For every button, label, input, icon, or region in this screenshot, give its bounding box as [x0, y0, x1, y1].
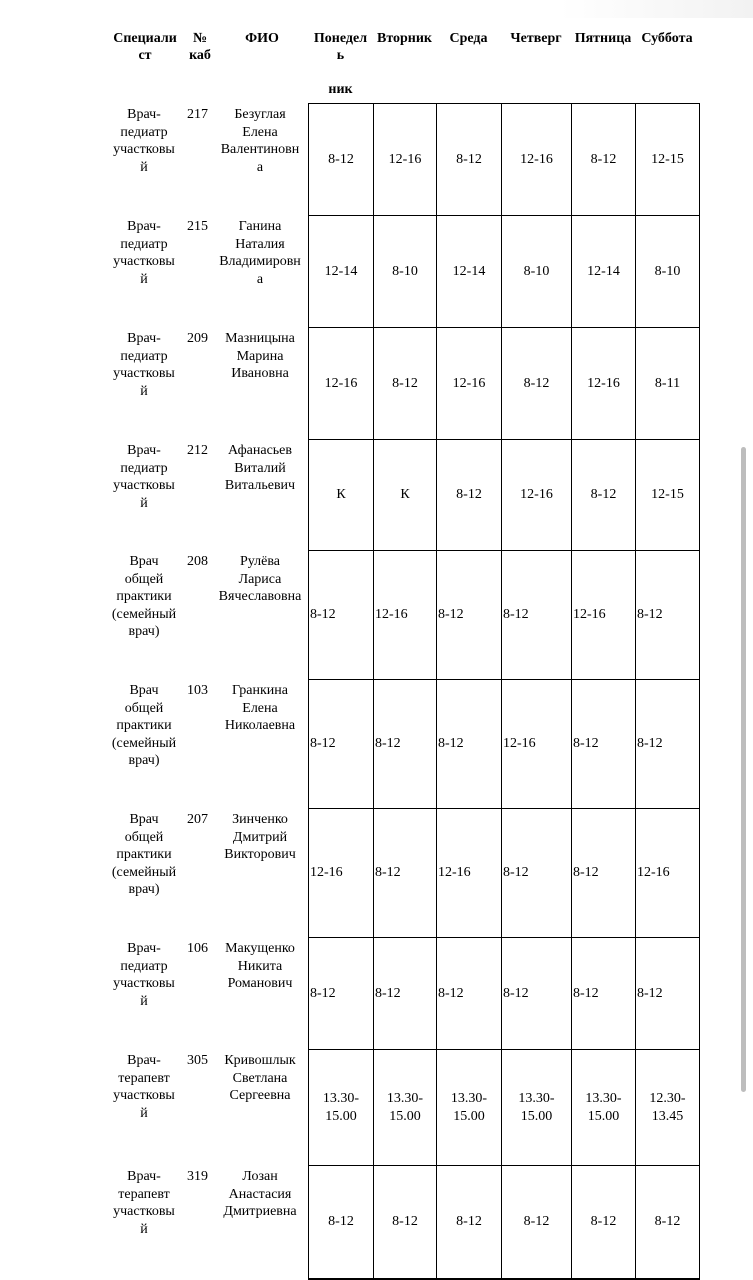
room-cell: 212	[187, 443, 208, 458]
table-row	[309, 1279, 700, 1280]
schedule-cell: 8-12	[636, 680, 700, 809]
specialist-cell: Врач общей практики (семейный врач)	[111, 683, 177, 768]
header-day: Вторник	[376, 31, 432, 46]
schedule-cell: 12-16	[636, 809, 700, 938]
schedule-cell: 8-12	[374, 328, 437, 440]
doctor-name-cell: Зинченко Дмитрий Викторович	[224, 812, 296, 862]
table-row	[309, 551, 700, 680]
schedule-cell: 8-12	[502, 938, 572, 1050]
schedule-cell: 8-12	[309, 551, 374, 680]
schedule-cell: 8-12	[636, 938, 700, 1050]
table-row	[309, 440, 700, 551]
table-row	[309, 1166, 700, 1279]
schedule-cell: 12-14	[572, 216, 636, 328]
schedule-cell: 8-12	[309, 1166, 374, 1279]
table-row	[309, 104, 700, 216]
schedule-cell: 8-12	[437, 551, 502, 680]
schedule-cell	[502, 1279, 572, 1280]
schedule-cell: 8-12	[502, 328, 572, 440]
schedule-cell: 13.30- 15.00	[309, 1050, 374, 1166]
schedule-cell: 13.30- 15.00	[437, 1050, 502, 1166]
room-cell: 208	[187, 554, 208, 569]
schedule-cell: 8-12	[572, 440, 636, 551]
schedule-cell: 8-12	[374, 809, 437, 938]
schedule-cell: 8-10	[636, 216, 700, 328]
schedule-cell: 13.30- 15.00	[374, 1050, 437, 1166]
schedule-cell: К	[309, 440, 374, 551]
doctor-name-cell: Макущенко Никита Романович	[225, 941, 295, 991]
schedule-cell: 8-12	[572, 1166, 636, 1279]
schedule-cell: 8-12	[437, 680, 502, 809]
schedule-cell: 12.30- 13.45	[636, 1050, 700, 1166]
schedule-cell	[572, 1279, 636, 1280]
header-name: ФИО	[245, 31, 279, 46]
schedule-cell: 8-10	[502, 216, 572, 328]
table-row	[309, 680, 700, 809]
schedule-cell: 12-16	[374, 104, 437, 216]
header-day: Четверг	[510, 31, 562, 46]
schedule-cell: 8-12	[502, 809, 572, 938]
schedule-cell: 12-16	[309, 809, 374, 938]
schedule-cell: 12-16	[572, 551, 636, 680]
doctor-name-cell: Безуглая Елена Валентиновн а	[220, 107, 300, 175]
room-cell: 209	[187, 331, 208, 346]
schedule-cell	[636, 1279, 700, 1280]
schedule-cell	[374, 1279, 437, 1280]
schedule-cell: 12-16	[437, 328, 502, 440]
schedule-cell: 12-14	[437, 216, 502, 328]
schedule-cell: 13.30- 15.00	[572, 1050, 636, 1166]
scrollbar[interactable]	[741, 447, 746, 1092]
header-day: Пятница	[574, 31, 632, 46]
schedule-cell: 8-12	[572, 938, 636, 1050]
header-day: Суббота	[641, 31, 693, 46]
schedule-cell: 12-16	[309, 328, 374, 440]
schedule-cell: К	[374, 440, 437, 551]
room-cell: 217	[187, 107, 208, 122]
schedule-cell: 8-12	[374, 1166, 437, 1279]
specialist-cell: Врач общей практики (семейный врач)	[111, 554, 177, 639]
doctor-name-cell: Ганина Наталия Владимировн а	[219, 219, 301, 287]
schedule-cell: 12-16	[572, 328, 636, 440]
schedule-cell: 8-12	[437, 938, 502, 1050]
room-cell: 305	[187, 1053, 208, 1068]
schedule-cell: 8-12	[502, 1166, 572, 1279]
schedule-cell: 12-16	[502, 104, 572, 216]
schedule-cell: 12-16	[502, 680, 572, 809]
table-row	[309, 1050, 700, 1166]
schedule-cell: 8-12	[374, 938, 437, 1050]
specialist-cell: Врач- педиатр участковы й	[113, 107, 175, 175]
schedule-cell: 8-12	[309, 938, 374, 1050]
header-day: Среда	[449, 31, 488, 46]
schedule-cell: 8-11	[636, 328, 700, 440]
schedule-cell: 13.30- 15.00	[502, 1050, 572, 1166]
room-cell: 103	[187, 683, 208, 698]
schedule-cell: 8-12	[309, 104, 374, 216]
specialist-cell: Врач- терапевт участковы й	[113, 1169, 175, 1237]
schedule-cell: 12-14	[309, 216, 374, 328]
schedule-cell: 12-16	[502, 440, 572, 551]
room-cell: 207	[187, 812, 208, 827]
schedule-cell: 12-15	[636, 104, 700, 216]
schedule-cell: 8-12	[636, 1166, 700, 1279]
doctor-name-cell: Рулёва Лариса Вячеславовна	[218, 554, 302, 604]
schedule-cell: 12-15	[636, 440, 700, 551]
schedule-cell: 8-12	[502, 551, 572, 680]
header-day: Понедел ь ник	[313, 31, 368, 97]
schedule-cell: 12-16	[374, 551, 437, 680]
schedule-cell	[309, 1279, 374, 1280]
doctor-name-cell: Афанасьев Виталий Витальевич	[224, 443, 296, 493]
doctor-name-cell: Мазницына Марина Ивановна	[225, 331, 295, 381]
schedule-cell	[437, 1279, 502, 1280]
specialist-cell: Врач общей практики (семейный врач)	[111, 812, 177, 897]
schedule-cell: 8-12	[572, 809, 636, 938]
room-cell: 106	[187, 941, 208, 956]
specialist-cell: Врач- педиатр участковы й	[113, 331, 175, 399]
room-cell: 319	[187, 1169, 208, 1184]
schedule-cell: 8-12	[636, 551, 700, 680]
table-row	[309, 809, 700, 938]
schedule-cell: 12-16	[437, 809, 502, 938]
schedule-grid	[308, 103, 700, 1280]
schedule-cell: 8-12	[437, 440, 502, 551]
specialist-cell: Врач- педиатр участковы й	[113, 443, 175, 511]
table-row	[309, 938, 700, 1050]
schedule-cell: 8-12	[309, 680, 374, 809]
doctor-name-cell: Лозан Анастасия Дмитриевна	[223, 1169, 297, 1219]
specialist-cell: Врач- терапевт участковы й	[113, 1053, 175, 1121]
top-edge-shadow	[560, 0, 753, 18]
specialist-cell: Врач- педиатр участковы й	[113, 941, 175, 1009]
room-cell: 215	[187, 219, 208, 234]
schedule-cell: 8-12	[572, 104, 636, 216]
schedule-cell: 8-10	[374, 216, 437, 328]
table-row	[309, 328, 700, 440]
schedule-cell: 8-12	[437, 104, 502, 216]
specialist-cell: Врач- педиатр участковы й	[113, 219, 175, 287]
doctor-name-cell: Кривошлык Светлана Сергеевна	[224, 1053, 296, 1103]
header-room: № каб	[189, 31, 211, 63]
schedule-cell: 8-12	[374, 680, 437, 809]
header-specialist: Специали ст	[113, 31, 177, 63]
schedule-cell: 8-12	[437, 1166, 502, 1279]
doctor-name-cell: Гранкина Елена Николаевна	[224, 683, 296, 733]
schedule-cell: 8-12	[572, 680, 636, 809]
table-row	[309, 216, 700, 328]
